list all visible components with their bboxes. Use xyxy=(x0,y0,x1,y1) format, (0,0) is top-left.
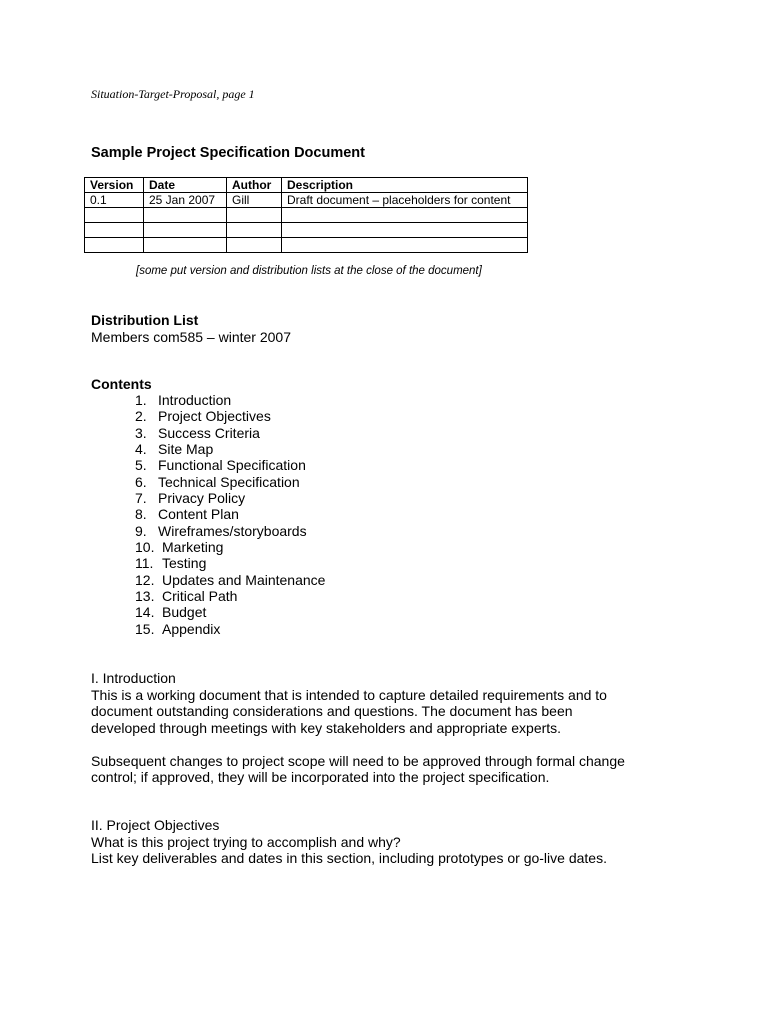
list-item-label: Functional Specification xyxy=(158,457,306,474)
list-item-number: 2. xyxy=(135,408,147,425)
table-cell xyxy=(282,238,528,253)
table-cell: Draft document – placeholders for content xyxy=(282,193,528,208)
version-table-header-row xyxy=(85,178,528,193)
table-row xyxy=(85,208,528,223)
list-item-number: 13. xyxy=(135,588,155,605)
list-item-number: 7. xyxy=(135,490,147,507)
list-item-label: Appendix xyxy=(162,620,221,637)
list-item xyxy=(91,441,325,457)
author-header-cell: Author xyxy=(227,178,282,193)
introduction-section xyxy=(91,670,691,786)
list-item xyxy=(91,425,325,441)
table-cell: 25 Jan 2007 xyxy=(144,193,227,208)
objectives-line: What is this project trying to accomplish and why? xyxy=(91,833,401,850)
list-item-label: Technical Specification xyxy=(158,473,300,490)
table-cell xyxy=(144,223,227,238)
list-item-number: 11. xyxy=(135,555,154,572)
table-cell xyxy=(282,223,528,238)
list-item xyxy=(91,457,325,473)
introduction-paragraph-line: document outstanding considerations and questions. The document has been xyxy=(91,703,573,719)
table-cell xyxy=(282,208,528,223)
list-item-label: Privacy Policy xyxy=(158,490,246,507)
list-item-number: 4. xyxy=(135,441,147,458)
distribution-text: Members com585 – winter 2007 xyxy=(91,329,291,345)
list-item-number: 12. xyxy=(135,571,155,588)
distribution-heading: Distribution List xyxy=(91,312,199,328)
list-item-number: 8. xyxy=(135,506,147,523)
introduction-paragraph-line: Subsequent changes to project scope will need to be approved through formal change xyxy=(91,752,625,769)
list-item xyxy=(91,539,325,555)
list-item xyxy=(91,490,325,506)
version-table xyxy=(84,177,528,253)
list-item-label: Project Objectives xyxy=(158,408,271,425)
project-objectives-section xyxy=(91,817,691,867)
page-header-note: Situation-Target-Proposal, page 1 xyxy=(91,87,255,101)
list-item xyxy=(91,392,325,408)
list-item-number: 3. xyxy=(135,424,147,441)
introduction-paragraph-line: This is a working document that is intended to capture detailed requirements and to xyxy=(91,686,607,703)
list-item-label: Marketing xyxy=(162,539,224,556)
list-item-number: 10. xyxy=(135,539,155,556)
list-item-number: 14. xyxy=(135,604,155,621)
list-item xyxy=(91,474,325,490)
contents-list xyxy=(91,392,325,637)
description-header-cell: Description xyxy=(282,178,528,193)
list-item xyxy=(91,604,325,620)
table-cell xyxy=(144,208,227,223)
table-cell xyxy=(85,238,144,253)
list-item-label: Testing xyxy=(162,555,207,572)
list-item xyxy=(91,588,325,604)
distribution-section xyxy=(91,312,291,346)
table-row xyxy=(85,238,528,253)
list-item xyxy=(91,523,325,539)
introduction-heading: I. Introduction xyxy=(91,670,176,686)
list-item-label: Site Map xyxy=(158,441,214,458)
table-cell xyxy=(144,238,227,253)
list-item xyxy=(91,572,325,588)
table-row xyxy=(85,223,528,238)
list-item-label: Introduction xyxy=(158,392,232,408)
list-item xyxy=(91,506,325,522)
table-cell xyxy=(227,208,282,223)
introduction-paragraph-line: developed through meetings with key stakeholders and appropriate experts. xyxy=(91,719,562,736)
table-cell xyxy=(227,238,282,253)
list-item-label: Success Criteria xyxy=(158,424,260,441)
version-placement-note: [some put version and distribution lists at the close of the document] xyxy=(136,265,482,277)
list-item-label: Critical Path xyxy=(162,588,238,605)
list-item-number: 1. xyxy=(135,392,147,408)
document-title: Sample Project Specification Document xyxy=(91,145,365,161)
list-item-number: 5. xyxy=(135,457,147,474)
table-cell: 0.1 xyxy=(85,193,144,208)
contents-section xyxy=(91,376,325,637)
table-cell xyxy=(85,223,144,238)
table-row xyxy=(85,193,528,208)
version-header-cell: Version xyxy=(85,178,144,193)
table-cell: Gill xyxy=(227,193,282,208)
list-item-label: Content Plan xyxy=(158,506,239,523)
list-item xyxy=(91,408,325,424)
objectives-heading: II. Project Objectives xyxy=(91,817,220,833)
list-item-number: 6. xyxy=(135,473,147,490)
list-item-number: 15. xyxy=(135,620,155,637)
date-header-cell: Date xyxy=(144,178,227,193)
list-item-label: Updates and Maintenance xyxy=(162,571,326,588)
paragraph-spacer xyxy=(91,736,691,753)
list-item-number: 9. xyxy=(135,522,147,539)
contents-heading: Contents xyxy=(91,376,152,392)
introduction-paragraph-line: control; if approved, they will be incorporated into the project specification. xyxy=(91,769,550,785)
list-item-label: Budget xyxy=(162,604,207,621)
list-item xyxy=(91,621,325,637)
table-cell xyxy=(227,223,282,238)
list-item-label: Wireframes/storyboards xyxy=(158,522,307,539)
table-cell xyxy=(85,208,144,223)
objectives-line: List key deliverables and dates in this section, including prototypes or go-live dates. xyxy=(91,850,607,866)
list-item xyxy=(91,555,325,571)
